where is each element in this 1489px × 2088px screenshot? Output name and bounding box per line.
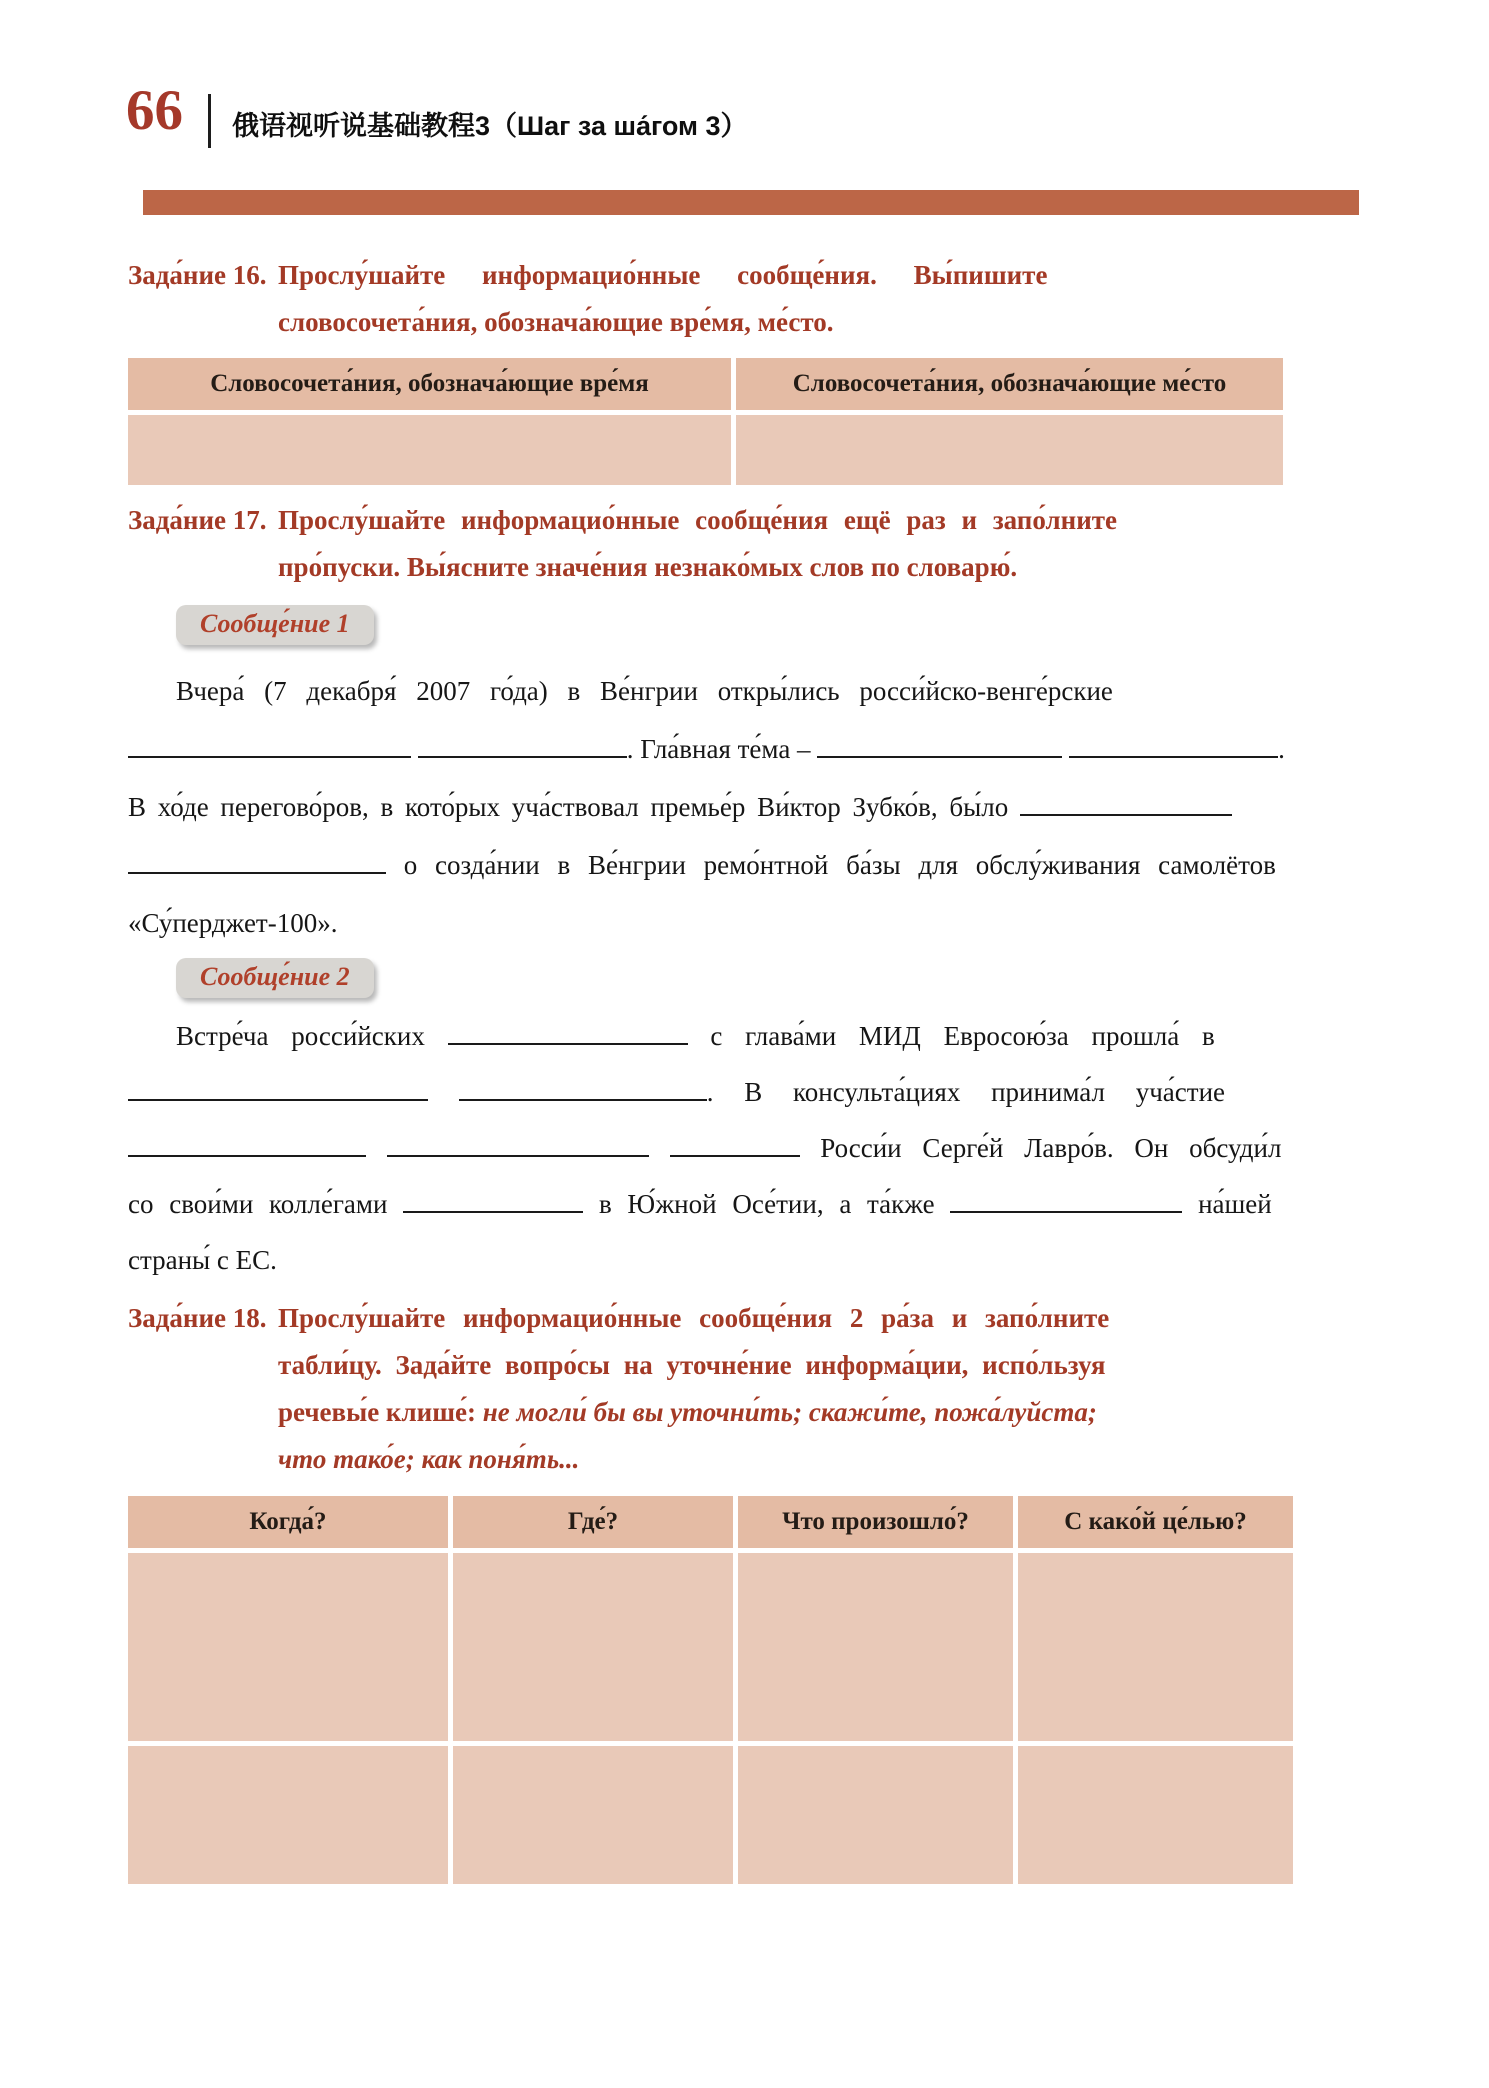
header-divider-rule <box>208 94 211 148</box>
task18-heading <box>128 1295 1293 1483</box>
fill-in-blank <box>128 842 386 874</box>
task17-instruction-line2: про́пуски. Вы́ясните значе́ния незнако́мых слов по словарю́. <box>278 552 1018 582</box>
fill-in-blank <box>670 1125 800 1157</box>
book-title: 俄语视听说基础教程3（Шаг за ша́гом 3） <box>232 111 748 141</box>
message2-line3 <box>128 1120 1293 1176</box>
message1-line1: Вчера́ (7 декабря́ 2007 го́да) в Ве́нгрии откры́лись росси́йско-венге́рские <box>176 676 1113 706</box>
fill-in-blank <box>950 1181 1182 1213</box>
fill-in-blank <box>128 726 411 758</box>
fill-in-blank <box>128 1069 428 1101</box>
message1-paragraph <box>128 662 1293 952</box>
message1-line4-text: о созда́нии в Ве́нгрии ремо́нтной ба́зы для обслу́живания самолётов <box>403 850 1276 880</box>
fill-in-blank <box>817 726 1062 758</box>
message2-line4-mid: в Ю́жной Осе́тии, а та́кже <box>598 1189 935 1219</box>
task18-table-header-when: Когда́? <box>128 1496 448 1548</box>
message2-line1-end: с глава́ми МИД Евросою́за прошла́ в <box>710 1021 1215 1051</box>
message1-line3 <box>128 778 1293 836</box>
task18-table-cell-empty <box>1018 1553 1293 1741</box>
task16-table-header-time: Словосочета́ния, обознача́ющие вре́мя <box>128 358 731 410</box>
fill-in-blank <box>459 1069 707 1101</box>
message2-pill: Сообще́ние 2 <box>176 958 374 998</box>
task17-instruction-line1: Прослу́шайте информацио́нные сообще́ния ещё раз и запо́лните <box>278 505 1118 535</box>
message1-line2-period: . <box>1278 734 1285 764</box>
message2-line4-end: на́шей <box>1198 1189 1272 1219</box>
task16-instruction-line2: словосочета́ния, обознача́ющие вре́мя, ме́сто. <box>278 307 834 337</box>
message2-line2 <box>128 1064 1293 1120</box>
fill-in-blank <box>403 1181 583 1213</box>
fill-in-blank <box>448 1013 688 1045</box>
task18-table-header-purpose: С како́й це́лью? <box>1018 1496 1293 1548</box>
message2-line2-end: . В консульта́циях принима́л уча́стие <box>706 1077 1226 1107</box>
message1-line2 <box>128 720 1293 778</box>
header-accent-bar <box>143 190 1359 215</box>
task18-table <box>128 1496 1293 1884</box>
task18-line3-italic: не могли́ бы вы уточни́ть; скажи́те, пожа́луйста; <box>482 1397 1097 1427</box>
task18-table-cell-empty <box>453 1553 733 1741</box>
message2-line1 <box>128 1008 1293 1064</box>
message1-line5: «Су́перджет-100». <box>128 908 338 938</box>
task17-heading <box>128 497 1293 591</box>
task18-table-cell-empty <box>738 1553 1013 1741</box>
message1-line3-text: В хо́де перегово́ров, в кото́рых уча́ствовал премье́р Ви́ктор Зубко́в, бы́ло <box>128 792 1009 822</box>
task18-table-cell-empty <box>128 1746 448 1884</box>
task18-table-header-what: Что произошло́? <box>738 1496 1013 1548</box>
task18-table-cell-empty <box>1018 1746 1293 1884</box>
task16-heading <box>128 252 1293 346</box>
page-number: 66 <box>126 79 183 142</box>
message2-line4-start: со свои́ми колле́гами <box>128 1189 388 1219</box>
fill-in-blank <box>128 1125 366 1157</box>
fill-in-blank <box>387 1125 649 1157</box>
task18-line3-normal: речевы́е клише́: <box>278 1397 476 1427</box>
task18-instruction-line2: табли́цу. Зада́йте вопро́сы на уточне́ние информа́ции, испо́льзуя <box>278 1350 1106 1380</box>
task16-table-header-place: Словосочета́ния, обознача́ющие ме́сто <box>736 358 1283 410</box>
message2-line1-start: Встре́ча росси́йских <box>176 1021 425 1051</box>
task18-instruction <box>128 1295 1293 1483</box>
message1-pill: Сообще́ние 1 <box>176 605 374 645</box>
task18-table-header-where: Где́? <box>453 1496 733 1548</box>
message2-paragraph <box>128 1008 1293 1288</box>
task18-table-cell-empty <box>453 1746 733 1884</box>
task16-table-cell-empty <box>736 415 1283 485</box>
task18-table-cell-empty <box>738 1746 1013 1884</box>
task16-table-cell-empty <box>128 415 731 485</box>
message2-line4 <box>128 1176 1293 1232</box>
fill-in-blank <box>1020 784 1232 816</box>
task16-table <box>128 358 1293 485</box>
task18-instruction-line3 <box>278 1389 1293 1436</box>
message1-line4 <box>128 836 1293 894</box>
task18-instruction-line4: что тако́е; как поня́ть... <box>278 1444 580 1474</box>
message2-line5: страны́ с ЕС. <box>128 1245 277 1275</box>
fill-in-blank <box>418 726 627 758</box>
task18-label: Зада́ние 18. <box>128 1303 267 1333</box>
task17-instruction <box>128 497 1293 591</box>
task18-table-cell-empty <box>128 1553 448 1741</box>
message2-line3-end: Росси́и Серге́й Лавро́в. Он обсуди́л <box>820 1133 1282 1163</box>
fill-in-blank <box>1069 726 1278 758</box>
task16-label: Зада́ние 16. <box>128 260 267 290</box>
task18-instruction-line1: Прослу́шайте информацио́нные сообще́ния 2 ра́за и запо́лните <box>278 1303 1110 1333</box>
task17-label: Зада́ние 17. <box>128 505 267 535</box>
task16-instruction <box>128 252 1293 346</box>
task16-instruction-line1: Прослу́шайте информацио́нные сообще́ния. Вы́пишите <box>278 260 1048 290</box>
message1-line2-text: . Гла́вная те́ма – <box>626 734 811 764</box>
